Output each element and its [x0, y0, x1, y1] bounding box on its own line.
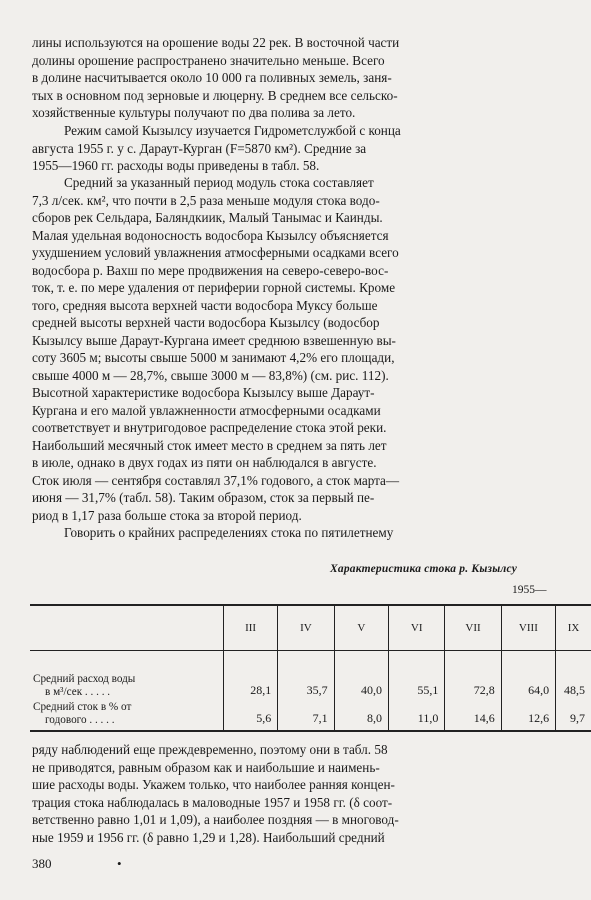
text-line: сборов рек Сельдара, Баляндкиик, Малый Танымас и Каинды.: [32, 210, 383, 225]
table-cell: 72,8: [445, 651, 501, 701]
text-line: соту 3605 м; высоты свыше 5000 м занимают 4,2% его площади,: [32, 350, 395, 365]
table-corner-cell: [30, 605, 223, 651]
text-line: свыше 4000 м — 28,7%, свыше 3000 м — 83,8%) (см. рис. 112).: [32, 367, 389, 383]
text-line: в долине насчитывается около 10 000 га поливных земель, заня-: [32, 70, 392, 85]
table-cell: 11,0: [389, 700, 445, 731]
table-row: [30, 651, 591, 701]
table-row: [30, 700, 591, 731]
text-line: ухудшением условий увлажнения атмосферными осадками всего: [32, 245, 399, 260]
text-line: соответствует и внутригодовое распределение стока этой реки.: [32, 420, 387, 435]
text-line: ток, т. е. по мере удаления от периферии горной системы. Кроме: [32, 280, 396, 295]
month-header: VII: [445, 605, 501, 651]
text-line: 1955—1960 гг. расходы воды приведены в табл. 58.: [32, 158, 320, 173]
table-cell: 8,0: [334, 700, 388, 731]
row-label: Средний сток в % от годового . . . . .: [30, 700, 223, 731]
month-header: III: [223, 605, 277, 651]
table-cell: 14,6: [445, 700, 501, 731]
text-line: Говорить о крайних распределениях стока по пятилетнему: [64, 525, 394, 540]
table-cell: 64,0: [501, 651, 555, 701]
month-header: V: [334, 605, 388, 651]
text-line: средней высоты верхней части водосбора Кызылсу (водосбор: [32, 315, 380, 330]
table-cell: 28,1: [223, 651, 277, 701]
text-line: шие расходы воды. Укажем только, что наиболее ранняя концен-: [32, 777, 395, 792]
paragraph-runoff-module: [32, 174, 556, 524]
text-line: трация стока наблюдалась в маловодные 1957 и 1958 гг. (δ соот-: [32, 794, 393, 810]
table-cell: 5,6: [223, 700, 277, 731]
table-cell: 40,0: [334, 651, 388, 701]
table-cell: 12,6: [501, 700, 555, 731]
text-line: тых в основном под зерновые и люцерну. В среднем все сельско-: [32, 87, 398, 103]
text-line: ряду наблюдений еще преждевременно, поэтому они в табл. 58: [32, 742, 388, 757]
paragraph-extremes-start: [32, 524, 556, 542]
text-line: Наибольший месячный сток имеет место в среднем за пять лет: [32, 437, 387, 453]
text-line: августа 1955 г. у с. Дараут-Курган (F=5870 км²). Средние за: [32, 140, 367, 156]
month-header: IV: [278, 605, 334, 651]
text-line: Режим самой Кызылсу изучается Гидрометслужбой с конца: [64, 123, 401, 138]
table-cell: 48,5: [556, 651, 591, 701]
text-line: июня — 31,7% (табл. 58). Таким образом, сток за первый пе-: [32, 490, 375, 505]
table-cell: 35,7: [278, 651, 334, 701]
paragraph-regime: [32, 122, 556, 175]
text-line: не приводятся, равным образом как и наибольшие и наимень-: [32, 759, 380, 775]
month-header: VI: [389, 605, 445, 651]
month-header: VIII: [501, 605, 555, 651]
text-line: ветственно равно 1,01 и 1,09), а наиболее поздняя — в многовод-: [32, 812, 399, 827]
table-title: Характеристика стока р. Кызылсу: [330, 563, 518, 575]
text-line: Малая удельная водоносность водосбора Кызылсу объясняется: [32, 227, 389, 243]
table-cell: 7,1: [278, 700, 334, 731]
text-line: 7,3 л/сек. км², что почти в 2,5 раза меньше модуля стока водо-: [32, 192, 380, 208]
row-label: Средний расход воды в м³/сек . . . . .: [33, 673, 136, 698]
text-line: Средний за указанный период модуль стока составляет: [64, 175, 374, 190]
table-cell: 9,7: [556, 700, 591, 731]
text-line: Сток июля — сентября составлял 37,1% годового, а сток марта—: [32, 472, 400, 488]
text-line: риод в 1,17 раза больше стока за второй период.: [32, 507, 302, 523]
text-line: того, средняя высота верхней части водосбора Муксу больше: [32, 297, 378, 313]
text-line: Кызылсу выше Дараут-Кургана имеет среднюю взвешенную вы-: [32, 332, 396, 348]
text-line: водосбора р. Вахш по мере продвижения на северо-северо-вос-: [32, 262, 389, 278]
table-cell: 55,1: [389, 651, 445, 701]
text-line: в июле, однако в двух годах из пяти он наблюдался в августе.: [32, 455, 377, 470]
paragraph-irrigation: [32, 34, 556, 122]
text-line: ные 1959 и 1956 гг. (δ равно 1,29 и 1,28). Наибольший средний: [32, 829, 385, 845]
text-line: лины используются на орошение воды 22 рек. В восточной части: [32, 35, 400, 50]
runoff-table: [30, 604, 591, 732]
month-header: IX: [556, 605, 591, 651]
table-years: 1955—: [512, 584, 547, 596]
text-line: Высотной характеристике водосбора Кызылсу выше Дараут-: [32, 385, 375, 400]
stray-mark: •: [117, 856, 122, 871]
paragraph-extremes-continued: [32, 741, 556, 846]
table-header-row: [30, 605, 591, 651]
text-line: Кургана и его малой увлажненности атмосферными осадками: [32, 402, 381, 418]
text-line: долины орошение распространено значительно меньше. Всего: [32, 52, 385, 68]
page-number: 380: [32, 856, 52, 871]
text-line: хозяйственные культуры получают по два полива за лето.: [32, 105, 356, 120]
